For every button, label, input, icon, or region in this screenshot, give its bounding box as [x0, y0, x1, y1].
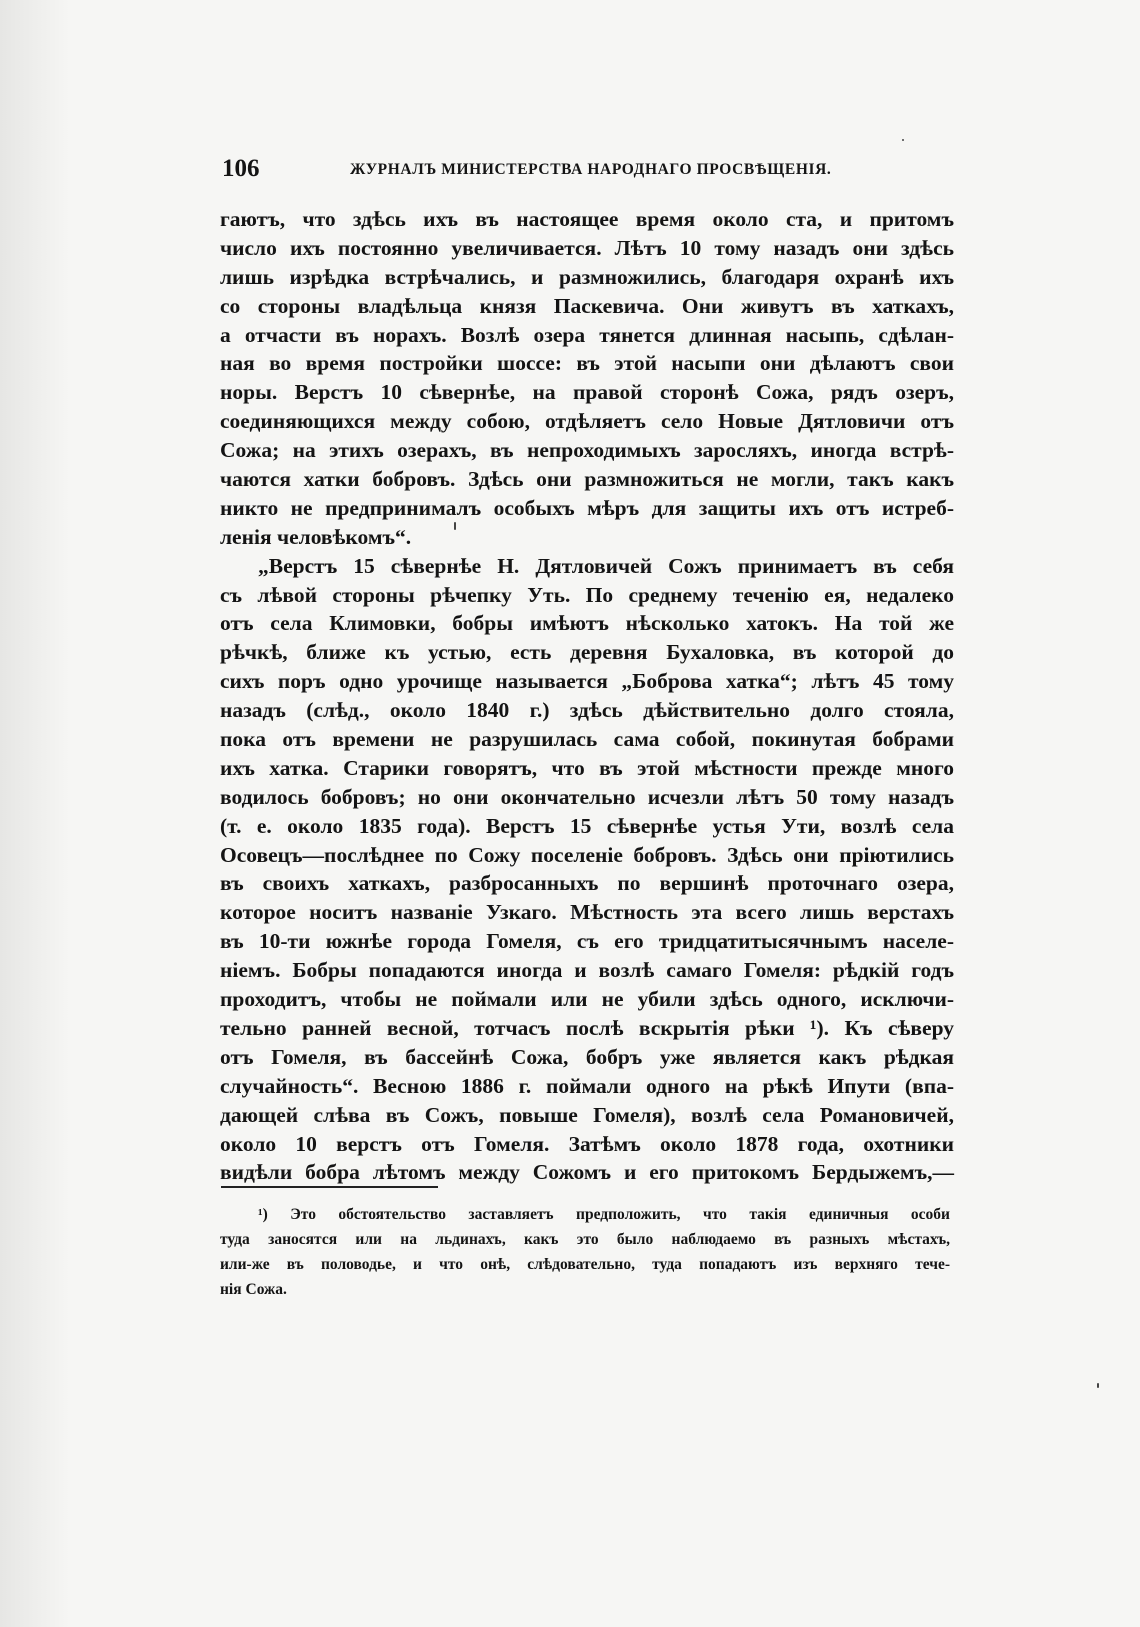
text-line: съ лѣвой стороны рѣчепку Уть. По среднему теченію ея, недалеко — [220, 582, 954, 607]
text-line: пока отъ времени не разрушилась сама собой, покинутая бобрами — [220, 727, 954, 752]
footnote-line: ¹) Это обстоятельство заставляетъ предположить, что такія единичныя особи — [258, 1206, 950, 1223]
text-line: въ своихъ хаткахъ, разбросанныхъ по вершинѣ проточнаго озера, — [220, 871, 954, 896]
text-line: случайность“. Весною 1886 г. поймали одного на рѣкѣ Ипути (впа- — [220, 1073, 954, 1098]
text-line: тельно ранней весной, тотчасъ послѣ вскрытія рѣки ¹). Къ сѣверу — [220, 1015, 954, 1040]
text-line: дающей слѣва въ Сожъ, повыше Гомеля), возлѣ села Романовичей, — [220, 1102, 954, 1127]
text-line: лишь изрѣдка встрѣчались, и размножились, благодаря охранѣ ихъ — [220, 264, 954, 289]
gutter-shadow — [0, 0, 70, 1627]
text-line: ихъ хатка. Старики говорятъ, что въ этой мѣстности прежде много — [220, 755, 954, 780]
page-number: 106 — [222, 155, 260, 182]
text-line: въ 10-ти южнѣе города Гомеля, съ его тридцатитысячнымъ населе- — [220, 929, 954, 954]
running-head: ЖУРНАЛЪ МИНИСТЕРСТВА НАРОДНАГО ПРОСВѢЩЕНІЯ. — [350, 161, 832, 178]
text-line: (т. е. около 1835 года). Верстъ 15 сѣвернѣе устья Ути, возлѣ села — [220, 813, 954, 838]
text-line: со стороны владѣльца князя Паскевича. Они живутъ въ хаткахъ, — [220, 293, 954, 318]
text-line: сихъ поръ одно урочище называется „Боброва хатка“; лѣтъ 45 тому — [220, 669, 954, 694]
text-line: отъ Гомеля, въ бассейнѣ Сожа, бобръ уже является какъ рѣдкая — [220, 1044, 954, 1069]
text-line: а отчасти въ норахъ. Возлѣ озера тянется длинная насыпь, сдѣлан- — [220, 322, 954, 347]
print-speck — [1097, 1383, 1099, 1388]
text-line: ніемъ. Бобры попадаются иногда и возлѣ самаго Гомеля: рѣдкій годъ — [220, 958, 954, 983]
footnote-line: нія Сожа. — [220, 1281, 287, 1298]
text-line: около 10 верстъ отъ Гомеля. Затѣмъ около 1878 года, охотники — [220, 1131, 954, 1156]
text-line: норы. Верстъ 10 сѣвернѣе, на правой сторонѣ Сожа, рядъ озеръ, — [220, 380, 954, 405]
footnotes — [220, 1202, 950, 1302]
text-line: видѣли бобра лѣтомъ между Сожомъ и его притокомъ Бердыжемъ,— — [220, 1160, 954, 1185]
paragraph-first-line: „Верстъ 15 сѣвернѣе Н. Дятловичей Сожъ принимаетъ въ себя — [258, 553, 954, 578]
text-line: Сожа; на этихъ озерахъ, въ непроходимыхъ заросляхъ, иногда встрѣ- — [220, 438, 954, 463]
footnote-separator — [221, 1186, 438, 1188]
text-line: гаютъ, что здѣсь ихъ въ настоящее время около ста, и притомъ — [220, 207, 954, 231]
footnote-line: или-же въ половодье, и что онѣ, слѣдовательно, туда попадаютъ изъ верхняго тече- — [220, 1256, 950, 1273]
print-speck — [902, 139, 904, 141]
text-line: ленія человѣкомъ“. — [220, 524, 412, 549]
text-line: водилось бобровъ; но они окончательно исчезли лѣтъ 50 тому назадъ — [220, 784, 954, 809]
text-line: проходитъ, чтобы не поймали или не убили здѣсь одного, исключи- — [220, 987, 954, 1012]
page-header — [222, 155, 952, 189]
text-line: никто не предпринималъ особыхъ мѣръ для защиты ихъ отъ истреб- — [220, 495, 954, 520]
text-line: чаются хатки бобровъ. Здѣсь они размножиться не могли, такъ какъ — [220, 467, 954, 492]
text-line: которое носитъ названіе Узкаго. Мѣстность эта всего лишь верстахъ — [220, 900, 954, 925]
text-line: назадъ (слѣд., около 1840 г.) здѣсь дѣйствительно долго стояла, — [220, 698, 954, 723]
text-line: отъ села Климовки, бобры имѣютъ нѣсколько хатокъ. На той же — [220, 611, 954, 636]
footnote-line: туда заносятся или на льдинахъ, какъ это было наблюдаемо въ разныхъ мѣстахъ, — [220, 1231, 950, 1248]
text-line: рѣчкѣ, ближе къ устью, есть деревня Бухаловка, въ которой до — [220, 640, 954, 665]
text-line: ная во время постройки шоссе: въ этой насыпи они дѣлаютъ свои — [220, 351, 954, 376]
body-text — [220, 205, 954, 1187]
text-line: соединяющихся между собою, отдѣляетъ село Новые Дятловичи отъ — [220, 409, 954, 434]
text-line: Осовецъ—послѣднее по Сожу поселеніе бобровъ. Здѣсь они пріютились — [220, 842, 954, 867]
text-line: число ихъ постоянно увеличивается. Лѣтъ 10 тому назадъ они здѣсь — [220, 235, 954, 260]
